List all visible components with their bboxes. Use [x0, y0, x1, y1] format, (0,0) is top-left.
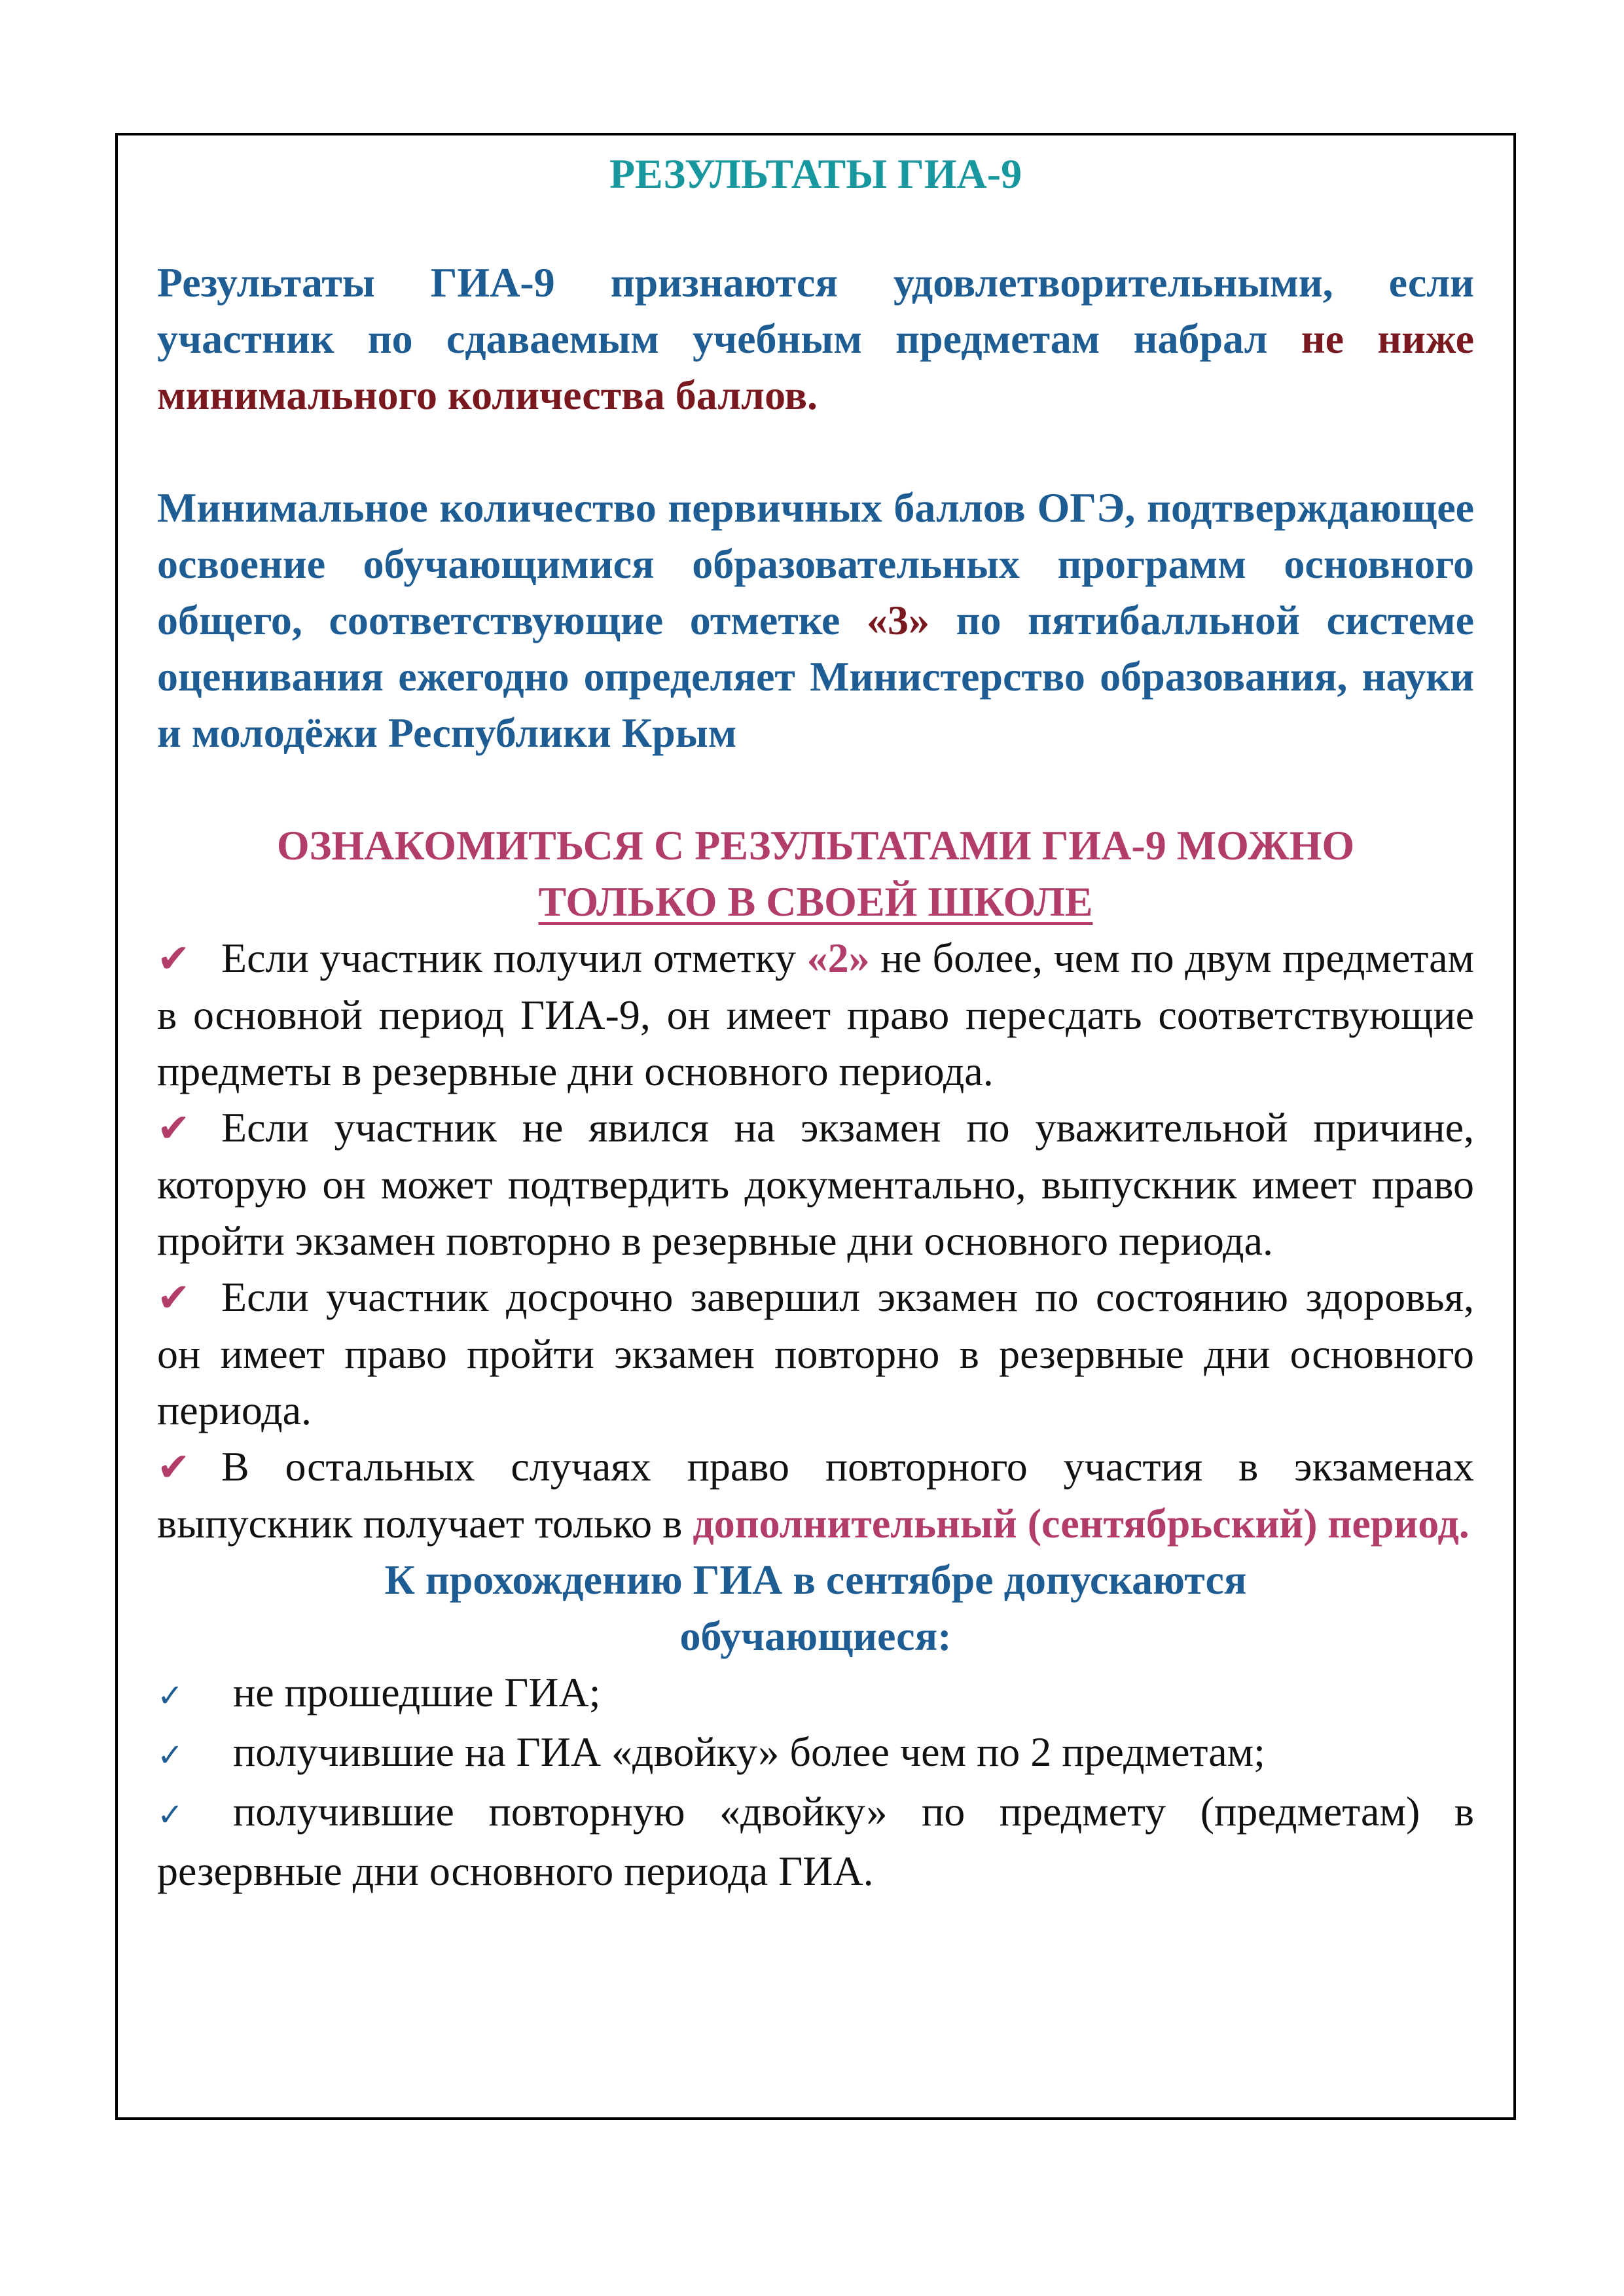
admitted-text: не прошедшие ГИА; — [233, 1669, 601, 1715]
notice-heading-line-2-wrap — [157, 874, 1474, 930]
admitted-students-list — [157, 1664, 1474, 1899]
page-frame — [115, 133, 1516, 2120]
list-item — [157, 1269, 1474, 1439]
results-text: Результаты ГИА-9 признаются удовлетворительными, если участник по сдаваемым учебным предметам набрал — [157, 259, 1474, 362]
document-title: РЕЗУЛЬТАТЫ ГИА-9 — [609, 151, 1022, 197]
small-checkmark-icon: ✓ — [157, 1677, 184, 1714]
checkmark-icon: ✔ — [157, 1275, 190, 1321]
results-paragraph — [157, 255, 1474, 423]
september-admission-heading — [157, 1552, 1474, 1664]
item-text: Если участник досрочно завершил экзамен по состоянию здоровья, он имеет право пройти экзамен повторно в резервные дни основного периода. — [157, 1274, 1474, 1433]
notice-heading-line-1: ОЗНАКОМИТЬСЯ С РЕЗУЛЬТАТАМИ ГИА-9 МОЖНО — [276, 822, 1355, 869]
small-checkmark-icon: ✓ — [157, 1797, 184, 1833]
results-highlight: не ниже минимального количества баллов — [157, 315, 1475, 418]
list-item — [157, 1784, 1474, 1899]
minimum-score-text-after: по пятибалльной системе оценивания ежегодно определяет Министерство образования, науки и молодёжи Республики Крым — [157, 597, 1474, 756]
checkmark-icon: ✔ — [157, 1444, 190, 1490]
minimum-score-paragraph — [157, 480, 1474, 761]
grade-two-mark: «2» — [806, 935, 870, 981]
results-notice-heading — [157, 817, 1474, 930]
item-text-after: не более, чем по двум предметам в основной период ГИА-9, он имеет право пересдать соответствующие предметы в резервные дни основного периода. — [157, 935, 1475, 1094]
retake-conditions-list — [157, 930, 1474, 1552]
minimum-score-text-before: Минимальное количество первичных баллов ОГЭ, подтверждающее освоение обучающимися образовательных программ основного общего, соответствующие отметке — [157, 484, 1474, 643]
admitted-text: получившие на ГИА «двойку» более чем по 2 предметам; — [233, 1729, 1265, 1775]
item-text-before: Если участник получил отметку — [221, 935, 807, 981]
results-end: . — [807, 372, 818, 418]
checkmark-icon: ✔ — [157, 936, 190, 982]
notice-heading-line-2: ТОЛЬКО В СВОЕЙ ШКОЛЕ — [538, 878, 1093, 925]
small-checkmark-icon: ✓ — [157, 1737, 184, 1774]
item-text-before: В остальных случаях право повторного участия в экзаменах выпускник получает только в — [157, 1443, 1474, 1547]
list-item — [157, 1724, 1474, 1784]
september-period-highlight: дополнительный (сентябрьский) период. — [693, 1500, 1470, 1547]
list-item — [157, 930, 1474, 1100]
list-item — [157, 1100, 1474, 1269]
admission-heading-line-2: обучающиеся: — [679, 1613, 952, 1659]
admission-heading-line-1: К прохождению ГИА в сентябре допускаются — [384, 1556, 1247, 1603]
item-text: Если участник не явился на экзамен по уважительной причине, которую он может подтвердить документально, выпускник имеет право пройти экзамен повторно в резервные дни основного периода. — [157, 1104, 1474, 1264]
admitted-text: получившие повторную «двойку» по предмету (предметам) в резервные дни основного периода ГИА. — [157, 1788, 1474, 1894]
grade-three-mark: «3» — [867, 597, 930, 643]
list-item — [157, 1664, 1474, 1724]
checkmark-icon: ✔ — [157, 1105, 190, 1151]
page-content — [157, 135, 1474, 1899]
list-item — [157, 1439, 1474, 1552]
